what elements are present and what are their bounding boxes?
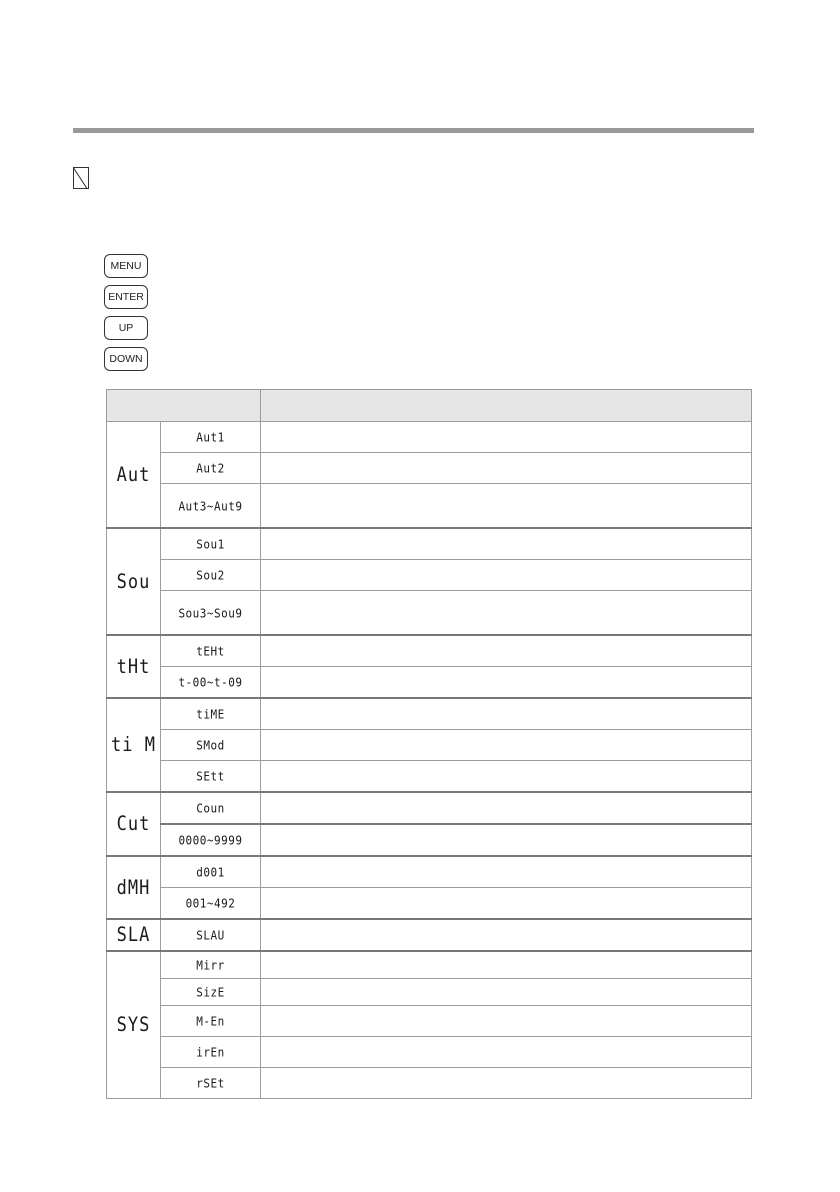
item-code: Sou3~Sou9 bbox=[178, 605, 243, 621]
table-row bbox=[107, 888, 752, 920]
group-code: tHt bbox=[116, 655, 151, 678]
item-code: rSEt bbox=[196, 1076, 225, 1091]
description-cell bbox=[261, 824, 752, 856]
description-cell bbox=[261, 1037, 752, 1068]
description-cell bbox=[261, 919, 752, 951]
key-legend bbox=[104, 254, 148, 378]
description-cell bbox=[261, 856, 752, 888]
item-code-cell bbox=[161, 591, 261, 636]
item-code-cell bbox=[161, 453, 261, 484]
item-code-cell bbox=[161, 528, 261, 560]
table-row bbox=[107, 422, 752, 453]
item-code: SizE bbox=[196, 985, 225, 1000]
table-row bbox=[107, 453, 752, 484]
group-code-cell bbox=[107, 951, 161, 1099]
group-code: SLA bbox=[116, 923, 151, 947]
table-row bbox=[107, 951, 752, 979]
group-code-cell bbox=[107, 919, 161, 951]
item-code-cell bbox=[161, 635, 261, 667]
menu-table bbox=[106, 389, 752, 1099]
menu-key: MENU bbox=[104, 254, 148, 278]
description-cell bbox=[261, 591, 752, 636]
table-header-row bbox=[107, 390, 752, 422]
item-code-cell bbox=[161, 919, 261, 951]
item-code-cell bbox=[161, 484, 261, 529]
description-cell bbox=[261, 422, 752, 453]
header-description-cell bbox=[261, 390, 752, 422]
item-code: Aut2 bbox=[196, 461, 225, 476]
table-row bbox=[107, 761, 752, 793]
item-code-cell bbox=[161, 698, 261, 730]
item-code-cell bbox=[161, 730, 261, 761]
table-row bbox=[107, 528, 752, 560]
table-row bbox=[107, 698, 752, 730]
item-code-cell bbox=[161, 1006, 261, 1037]
group-code-cell bbox=[107, 698, 161, 792]
down-key: DOWN bbox=[104, 347, 148, 371]
item-code-cell bbox=[161, 667, 261, 699]
table-row bbox=[107, 919, 752, 951]
item-code: Coun bbox=[196, 801, 225, 816]
table-row bbox=[107, 824, 752, 856]
item-code: SEtt bbox=[196, 769, 225, 784]
description-cell bbox=[261, 453, 752, 484]
item-code: irEn bbox=[196, 1045, 225, 1060]
item-code-cell bbox=[161, 888, 261, 920]
table-row bbox=[107, 1068, 752, 1099]
table-row bbox=[107, 792, 752, 824]
group-code: dMH bbox=[116, 876, 151, 899]
description-cell bbox=[261, 730, 752, 761]
description-cell bbox=[261, 698, 752, 730]
table-row bbox=[107, 730, 752, 761]
description-cell bbox=[261, 528, 752, 560]
description-cell bbox=[261, 667, 752, 699]
description-cell bbox=[261, 951, 752, 979]
description-cell bbox=[261, 484, 752, 529]
item-code-cell bbox=[161, 979, 261, 1006]
description-cell bbox=[261, 761, 752, 793]
description-cell bbox=[261, 979, 752, 1006]
description-cell bbox=[261, 560, 752, 591]
item-code-cell bbox=[161, 422, 261, 453]
item-code-cell bbox=[161, 761, 261, 793]
item-code: tiME bbox=[196, 707, 225, 722]
group-code-cell bbox=[107, 856, 161, 919]
table-row bbox=[107, 635, 752, 667]
item-code-cell bbox=[161, 792, 261, 824]
group-code: Sou bbox=[116, 570, 151, 593]
table-row bbox=[107, 979, 752, 1006]
item-code: Aut1 bbox=[196, 430, 225, 445]
header-code-cell bbox=[107, 390, 261, 422]
table-row bbox=[107, 667, 752, 699]
description-cell bbox=[261, 888, 752, 920]
item-code-cell bbox=[161, 1068, 261, 1099]
group-code: Cut bbox=[116, 812, 151, 836]
note-icon bbox=[73, 167, 89, 189]
group-code: ti M bbox=[111, 733, 156, 757]
group-code: Aut bbox=[116, 463, 151, 486]
table-row bbox=[107, 484, 752, 529]
description-cell bbox=[261, 1068, 752, 1099]
item-code-cell bbox=[161, 1037, 261, 1068]
description-cell bbox=[261, 635, 752, 667]
item-code: Mirr bbox=[196, 958, 225, 973]
item-code: t-00~t-09 bbox=[178, 675, 243, 690]
top-rule bbox=[73, 128, 754, 133]
item-code: d001 bbox=[196, 865, 225, 880]
table-row bbox=[107, 1037, 752, 1068]
table-row bbox=[107, 856, 752, 888]
item-code: Sou2 bbox=[196, 568, 225, 583]
group-code: SYS bbox=[116, 1013, 151, 1037]
description-cell bbox=[261, 792, 752, 824]
item-code: SMod bbox=[196, 738, 225, 753]
item-code-cell bbox=[161, 560, 261, 591]
item-code: 001~492 bbox=[185, 896, 236, 911]
group-code-cell bbox=[107, 422, 161, 529]
group-code-cell bbox=[107, 528, 161, 635]
item-code: SLAU bbox=[196, 928, 225, 943]
item-code-cell bbox=[161, 856, 261, 888]
group-code-cell bbox=[107, 792, 161, 856]
item-code: 0000~9999 bbox=[178, 833, 243, 848]
table-row bbox=[107, 1006, 752, 1037]
item-code-cell bbox=[161, 951, 261, 979]
item-code: M-En bbox=[196, 1014, 225, 1029]
item-code-cell bbox=[161, 824, 261, 856]
table-row bbox=[107, 591, 752, 636]
up-key: UP bbox=[104, 316, 148, 340]
item-code: tEHt bbox=[196, 644, 225, 659]
item-code: Sou1 bbox=[196, 537, 225, 552]
table-row bbox=[107, 560, 752, 591]
description-cell bbox=[261, 1006, 752, 1037]
group-code-cell bbox=[107, 635, 161, 698]
enter-key: ENTER bbox=[104, 285, 148, 309]
item-code: Aut3~Aut9 bbox=[178, 498, 243, 514]
